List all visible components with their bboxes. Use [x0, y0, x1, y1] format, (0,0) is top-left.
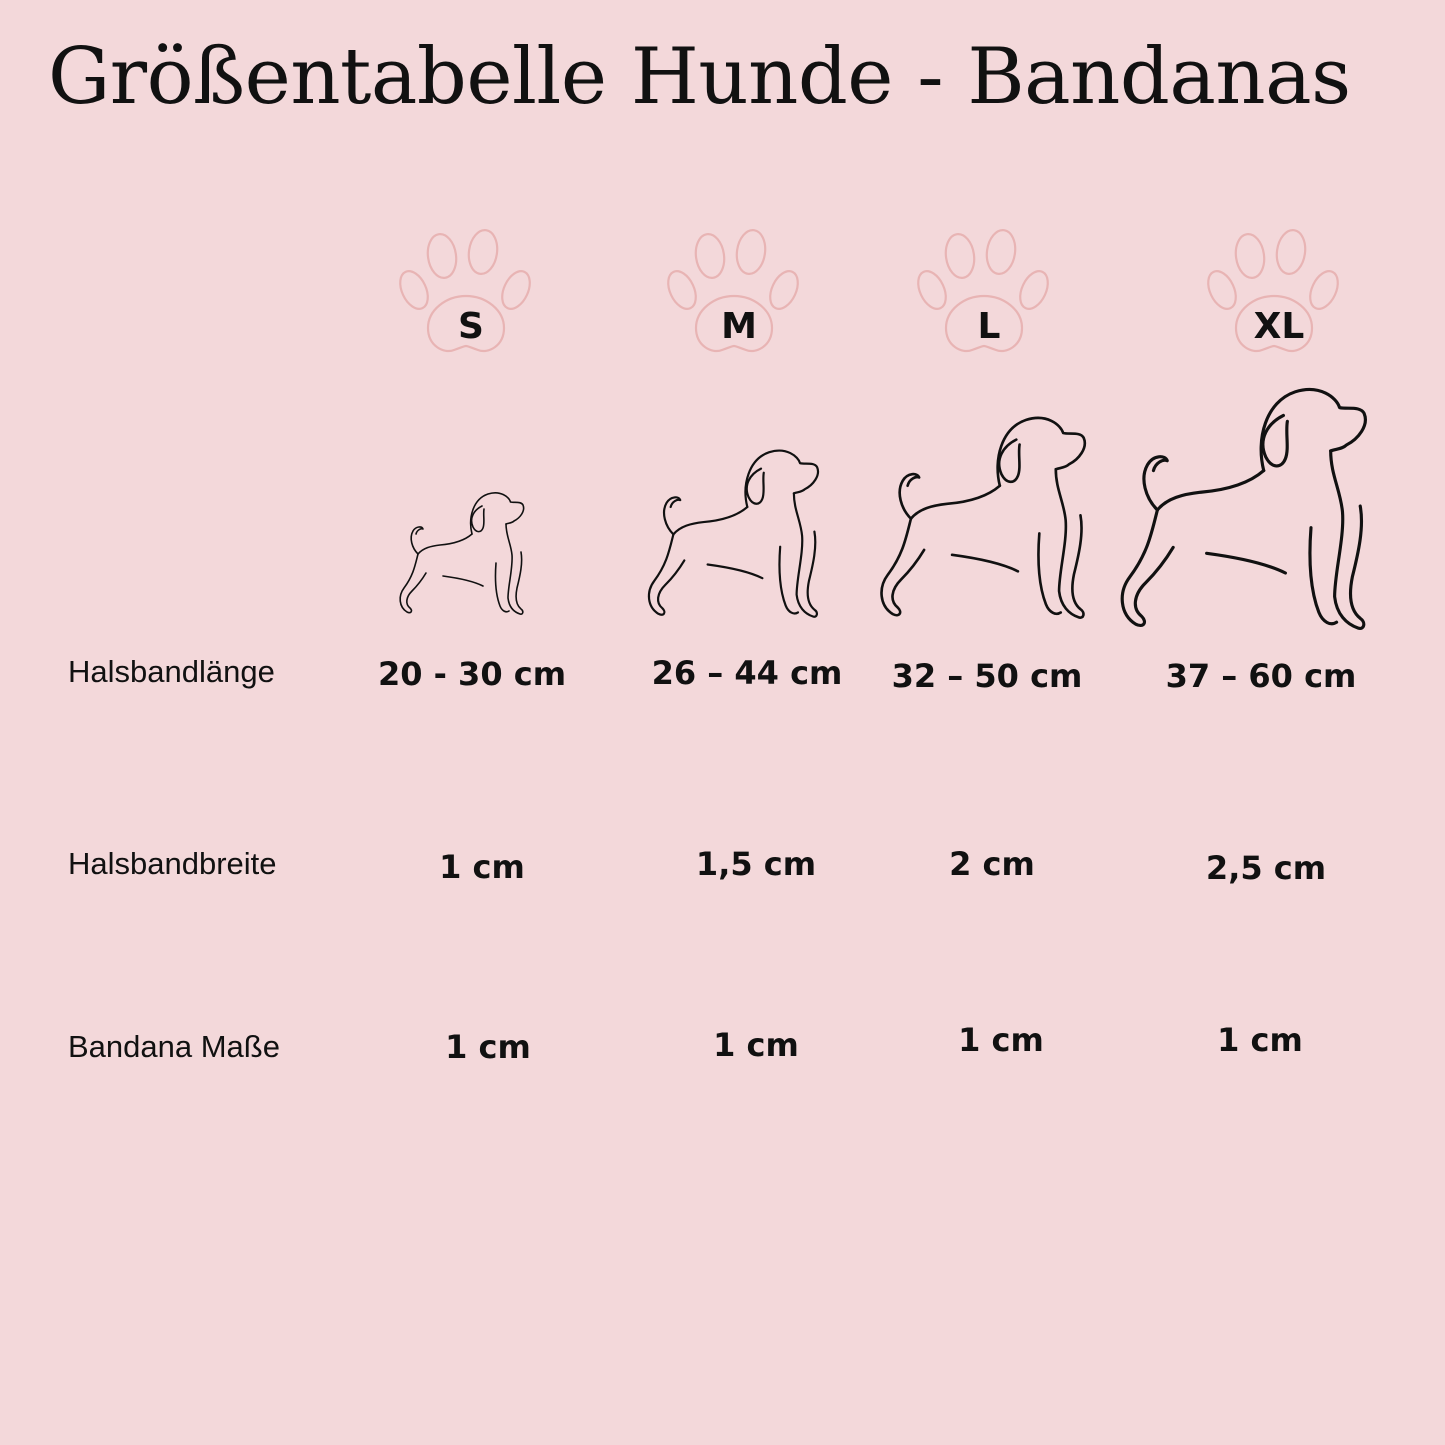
paw-icon: [1204, 222, 1354, 372]
value-cell: 26 – 44 cm: [651, 654, 843, 692]
dog-illustration-s: [398, 488, 528, 618]
size-label: M: [721, 306, 757, 347]
paw-icon: [914, 222, 1064, 372]
page-title: Größentabelle Hunde - Bandanas: [48, 32, 1351, 122]
value-cell: 2 cm: [949, 845, 1035, 883]
dog-illustration-m: [646, 444, 824, 622]
value-cell: 1 cm: [713, 1026, 799, 1064]
value-cell: 1 cm: [1217, 1021, 1303, 1059]
paw-icon: [664, 222, 814, 372]
value-cell: 1 cm: [958, 1021, 1044, 1059]
dog-outline-icon: [398, 488, 528, 618]
value-cell: 1,5 cm: [695, 845, 817, 883]
dog-illustration-l: [878, 410, 1092, 624]
dog-illustration-xl: [1118, 380, 1374, 636]
value-cell: 32 – 50 cm: [891, 657, 1083, 695]
paw-icon: [396, 222, 546, 372]
dog-outline-icon: [878, 410, 1092, 624]
dog-outline-icon: [1118, 380, 1374, 636]
size-badge-s: [396, 222, 546, 372]
size-badge-l: [914, 222, 1064, 372]
row-label-halsbandbreite: Halsbandbreite: [68, 846, 277, 881]
value-cell: 1 cm: [439, 848, 525, 886]
row-label-halsbandlaenge: Halsbandlänge: [68, 654, 275, 689]
value-cell: 2,5 cm: [1205, 849, 1327, 887]
dog-outline-icon: [646, 444, 824, 622]
value-cell: 37 – 60 cm: [1165, 657, 1357, 695]
size-badge-m: [664, 222, 814, 372]
value-cell: 20 - 30 cm: [377, 655, 567, 693]
size-label: S: [458, 306, 484, 347]
value-cell: 1 cm: [445, 1028, 531, 1066]
row-label-bandana-masse: Bandana Maße: [68, 1029, 280, 1064]
size-badge-xl: [1204, 222, 1354, 372]
size-label: L: [977, 306, 1001, 347]
size-label: XL: [1253, 306, 1305, 347]
